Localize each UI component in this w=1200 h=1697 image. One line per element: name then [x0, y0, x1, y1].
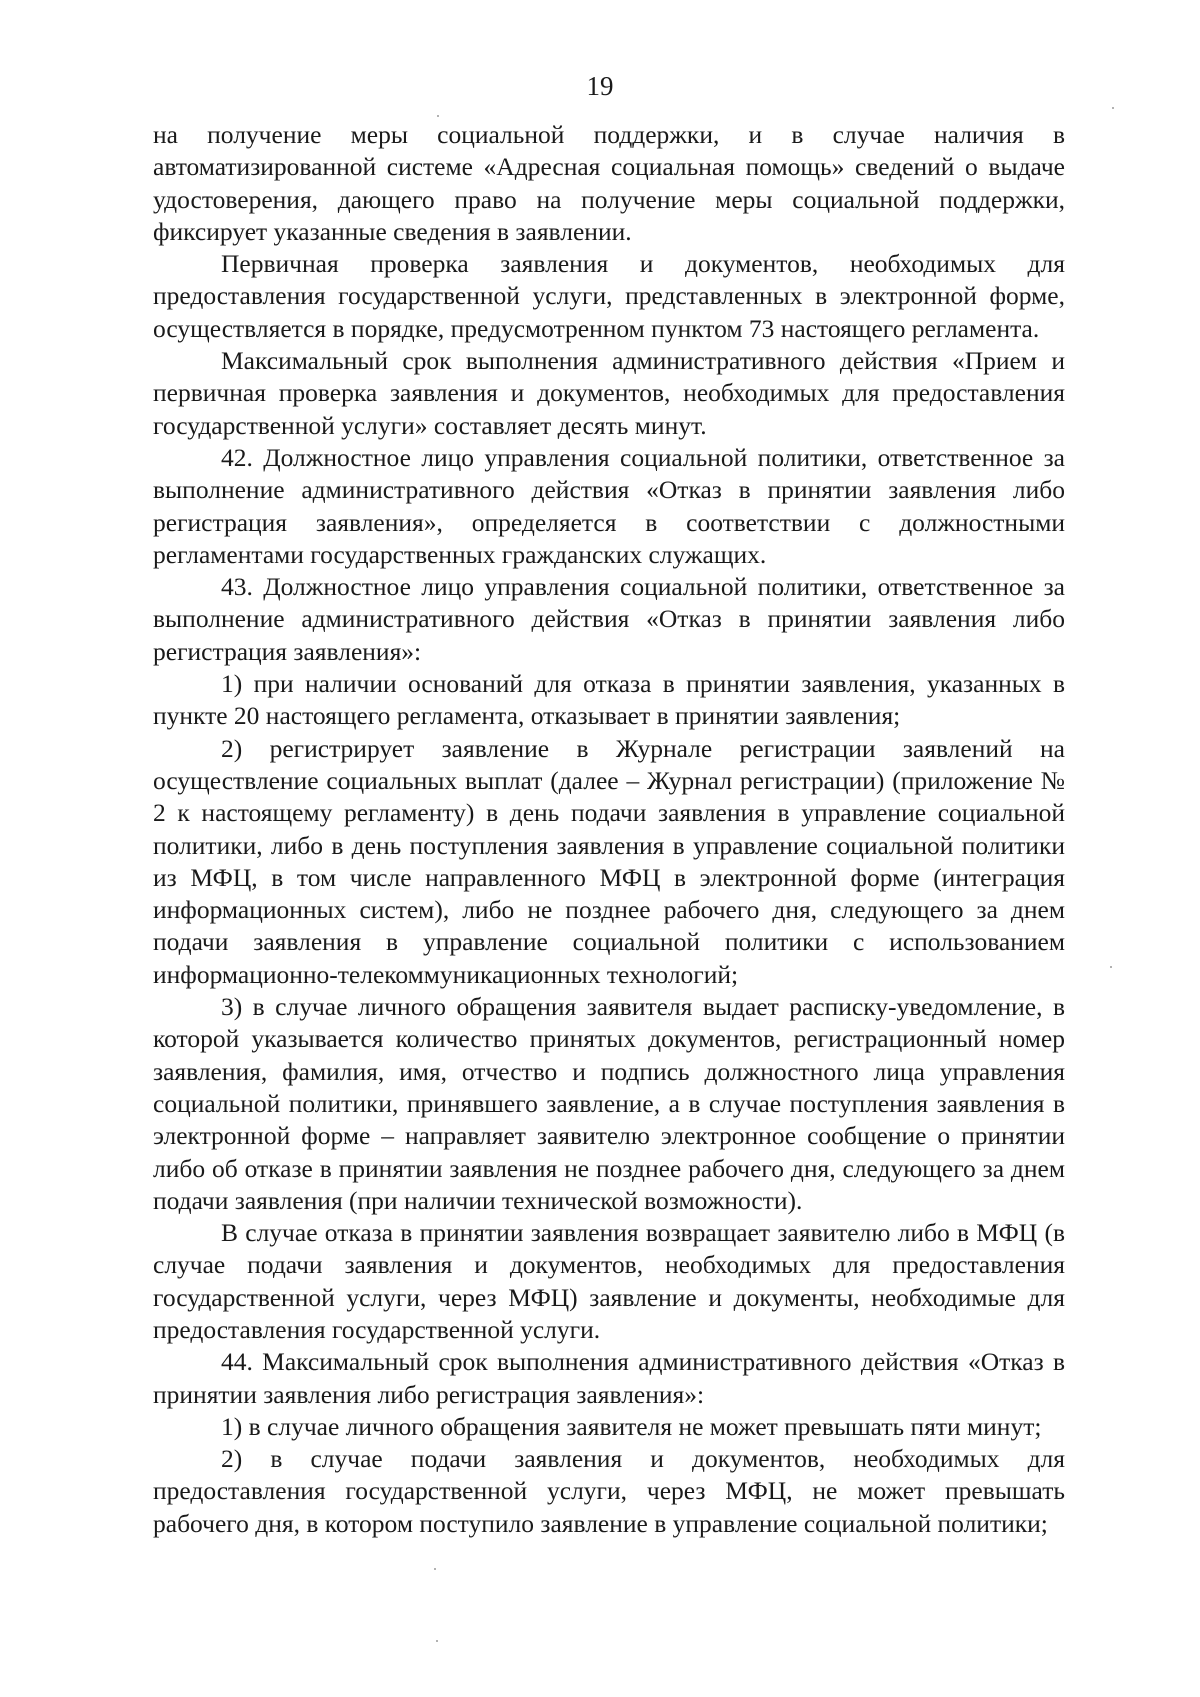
paragraph-item-43-3: 3) в случае личного обращения заявителя выдает расписку-уведомление, в которой указывается количество принятых документов, регистрационный номер заявления, фамилия, имя, отчество и подпись должностного лица управления социальной политики, принявшего заявление, а в случае поступления заявления в электронной форме – направляет заявителю электронное сообщение о принятии либо об отказе в принятии заявления не позднее рабочего дня, следующего за днем подачи заявления (при наличии технической возможности). — [153, 992, 1065, 1215]
scan-speck — [1112, 107, 1114, 109]
paragraph-item-42: 42. Должностное лицо управления социальной политики, ответственное за выполнение административного действия «Отказ в принятии заявления либо регистрация заявления», определяется в соответствии с должностными регламентами государственных гражданских служащих. — [153, 442, 1065, 569]
paragraph-refusal-return: В случае отказа в принятии заявления возвращает заявителю либо в МФЦ (в случае подачи заявления и документов, необходимых для предоставления государственной услуги, через МФЦ) заявление и документы, необходимые для предоставления государственной услуги. — [153, 1218, 1065, 1344]
paragraph-item-44-2: 2) в случае подачи заявления и документов, необходимых для предоставления государственной услуги, через МФЦ, не может превышать рабочего дня, в котором поступило заявление в управление социальной политики; — [153, 1444, 1065, 1538]
scan-speck — [437, 115, 439, 117]
scan-speck — [1110, 966, 1112, 968]
paragraph-continuation: на получение меры социальной поддержки, и в случае наличия в автоматизированной системе «Адресная социальная помощь» сведений о выдаче удостоверения, дающего право на получение меры социальной поддержки, фиксирует указанные сведения в заявлении. — [153, 120, 1065, 246]
paragraph-item-43-2: 2) регистрирует заявление в Журнале регистрации заявлений на осуществление социальных выплат (далее – Журнал регистрации) (приложение № 2 к настоящему регламенту) в день подачи заявления в управление социальной политики, либо в день поступления заявления в управление социальной политики из МФЦ, в том числе направленного МФЦ в электронной форме (интеграция информационных систем), либо не позднее рабочего дня, следующего за днем подачи заявления в управление социальной политики с использованием информационно-телекоммуникационных технологий; — [153, 733, 1065, 989]
scan-speck — [436, 1640, 438, 1642]
document-body — [153, 119, 1065, 1540]
paragraph-max-time-check: Максимальный срок выполнения административного действия «Прием и первичная проверка заявления и документов, необходимых для предоставления государственной услуги» составляет десять минут. — [153, 346, 1065, 440]
paragraph-initial-check: Первичная проверка заявления и документов, необходимых для предоставления государственной услуги, представленных в электронной форме, осуществляется в порядке, предусмотренном пунктом 73 настоящего регламента. — [153, 249, 1065, 343]
scan-speck — [434, 1568, 436, 1570]
paragraph-item-43-1: 1) при наличии оснований для отказа в принятии заявления, указанных в пункте 20 настоящего регламента, отказывает в принятии заявления; — [153, 669, 1065, 731]
paragraph-item-44-1: 1) в случае личного обращения заявителя не может превышать пяти минут; — [221, 1411, 1042, 1441]
paragraph-item-43: 43. Должностное лицо управления социальной политики, ответственное за выполнение административного действия «Отказ в принятии заявления либо регистрация заявления»: — [153, 572, 1065, 666]
page-number: 19 — [586, 71, 614, 101]
paragraph-item-44: 44. Максимальный срок выполнения административного действия «Отказ в принятии заявления либо регистрация заявления»: — [153, 1347, 1065, 1409]
